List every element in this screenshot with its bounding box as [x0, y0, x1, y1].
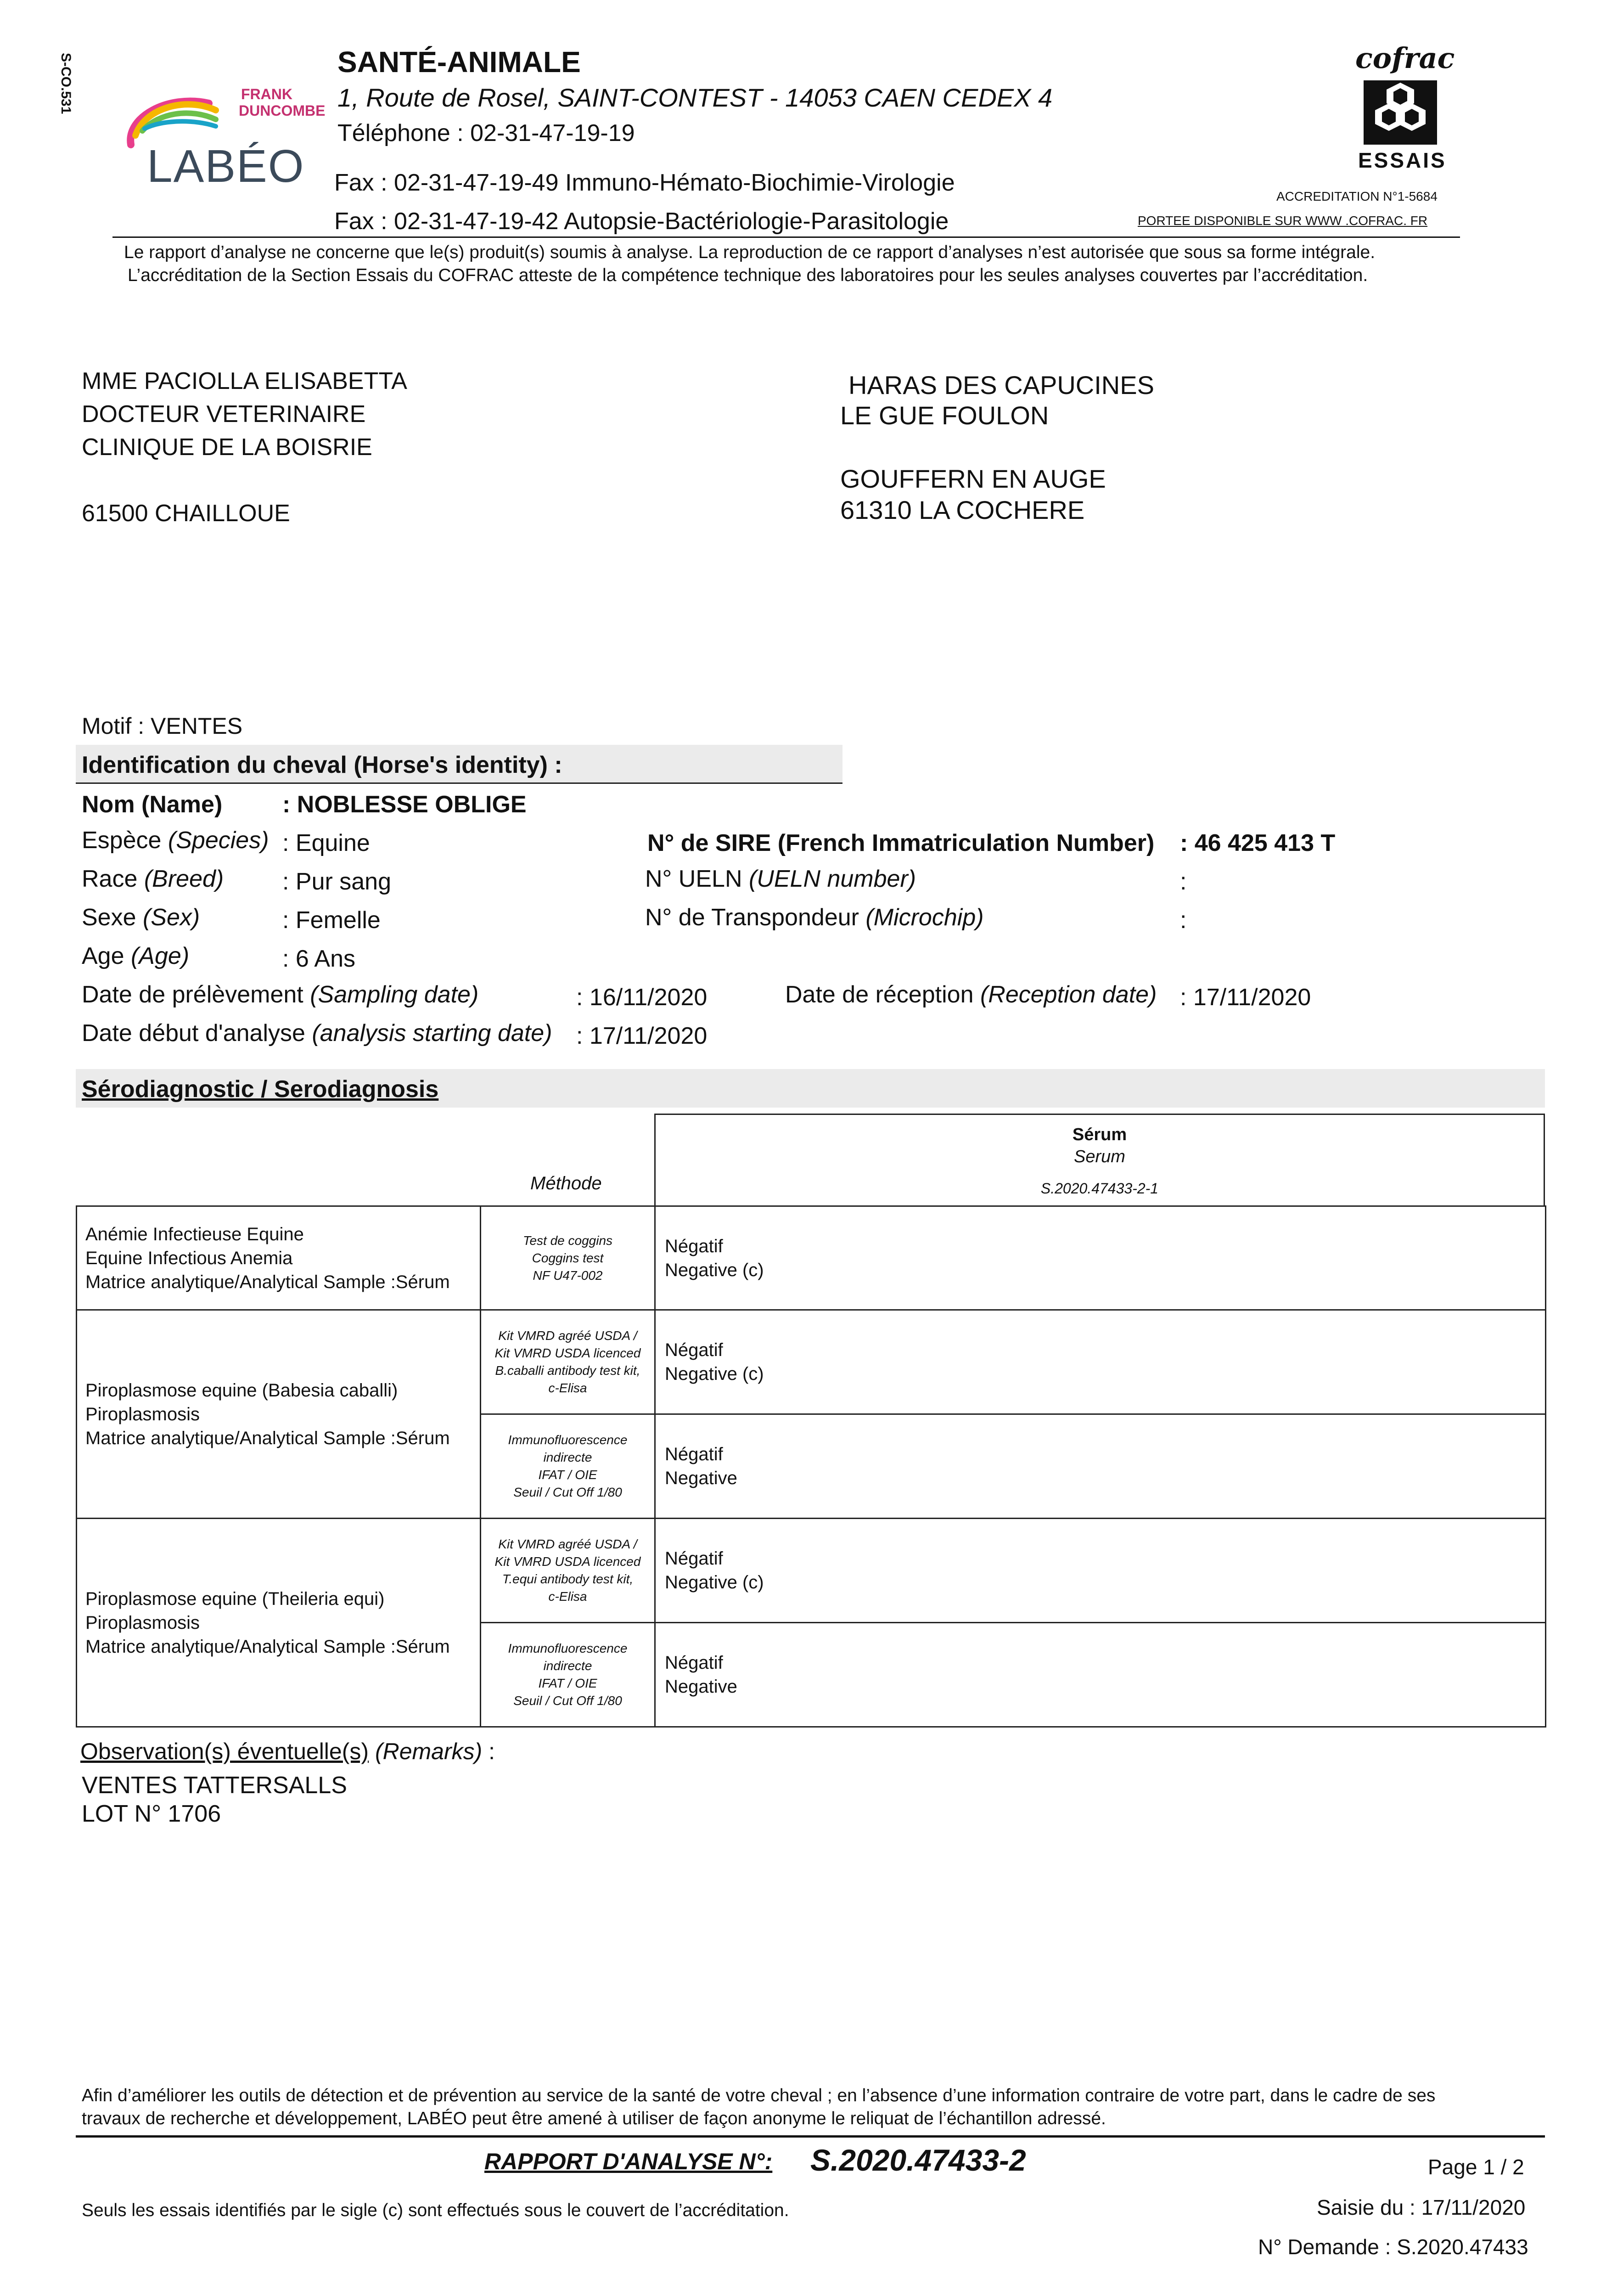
owner-line: GOUFFERN EN AUGE [840, 464, 1106, 493]
disclaimer-line-2: L’accréditation de la Section Essais du COFRAC atteste de la compétence technique des laboratoires pour les seules analyses couvertes par l’accréditation. [128, 265, 1368, 285]
owner-line: 61310 LA COCHERE [840, 495, 1085, 524]
race-label-fr: Race [82, 866, 138, 892]
method-line: Kit VMRD agréé USDA / [498, 1537, 637, 1551]
method-line: T.equi antibody test kit, [502, 1572, 634, 1586]
analysis-name-en: Piroplasmosis [85, 1612, 200, 1633]
race-value: : Pur sang [282, 868, 392, 895]
portee-link[interactable]: PORTEE DISPONIBLE SUR WWW .COFRAC. FR [1138, 214, 1428, 228]
sire-label: N° de SIRE (French Immatriculation Number) [647, 830, 1155, 856]
saisie-date: Saisie du : 17/11/2020 [1317, 2195, 1526, 2219]
result-fr: Négatif [665, 1653, 723, 1673]
sire-value: : 46 425 413 T [1180, 830, 1336, 856]
lab-title: SANTÉ-ANIMALE [337, 45, 581, 79]
method-line: IFAT / OIE [538, 1676, 597, 1690]
sexe-label [82, 904, 200, 931]
sexe-label-fr: Sexe [82, 904, 136, 931]
espece-label-en: (Species) [168, 827, 269, 854]
method-line: Test de coggins [522, 1233, 613, 1248]
age-label-fr: Age [82, 943, 124, 969]
method-line: Kit VMRD USDA licenced [494, 1554, 641, 1569]
accreditation-number: ACCREDITATION N°1-5684 [1276, 189, 1438, 203]
identification-title: Identification du cheval (Horse's identity) : [82, 752, 562, 778]
table-row [77, 1519, 1546, 1623]
accreditation-note: Seuls les essais identifiés par le sigle (c) sont effectués sous le couvert de l’accréditation. [82, 2200, 789, 2220]
motif: Motif : VENTES [82, 713, 243, 739]
cofrac-essais: ESSAIS [1358, 148, 1447, 172]
logo-labeo: LABÉO [147, 141, 305, 192]
result-en: Negative [665, 1468, 737, 1488]
remark-line: LOT N° 1706 [82, 1801, 221, 1827]
result-fr: Négatif [665, 1340, 723, 1360]
method-line: indirecte [543, 1659, 592, 1673]
result-en: Negative (c) [665, 1260, 764, 1280]
rapport-number: S.2020.47433-2 [810, 2143, 1026, 2177]
prelevement-label-en: (Sampling date) [310, 981, 479, 1008]
espece-label [82, 827, 269, 854]
method-line: Immunofluorescence [508, 1641, 628, 1655]
cofrac-brand: cofrac [1355, 41, 1455, 75]
methode-header: Méthode [530, 1173, 602, 1193]
age-label-en: (Age) [130, 943, 190, 969]
footer-divider [76, 2135, 1545, 2138]
lab-fax-autopsie: Fax : 02-31-47-19-42 Autopsie-Bactériologie-Parasitologie [334, 208, 949, 235]
method-line: c-Elisa [548, 1589, 587, 1604]
demande-number: N° Demande : S.2020.47433 [1258, 2235, 1528, 2259]
remark-line: VENTES TATTERSALLS [82, 1772, 347, 1799]
method-cell [481, 1519, 655, 1623]
analysis-cell [77, 1310, 481, 1519]
page-number: Page 1 / 2 [1428, 2155, 1524, 2179]
analysis-name-fr: Piroplasmose equine (Theileria equi) [85, 1588, 385, 1609]
debut-analyse-label [82, 1019, 552, 1047]
method-cell [481, 1414, 655, 1519]
result-en: Negative (c) [665, 1572, 764, 1593]
result-cell [655, 1623, 1546, 1727]
analysis-name-fr: Piroplasmose equine (Babesia caballi) [85, 1380, 398, 1401]
analysis-matrix: Matrice analytique/Analytical Sample :Sérum [85, 1272, 450, 1292]
logo-frank: FRANK [241, 86, 292, 102]
prelevement-value: : 16/11/2020 [576, 984, 708, 1011]
remarks-colon: : [489, 1739, 495, 1764]
method-cell [481, 1310, 655, 1414]
race-label-en: (Breed) [144, 866, 224, 892]
result-cell [655, 1206, 1546, 1310]
serum-header-en: Serum [1074, 1147, 1125, 1166]
serum-header-fr: Sérum [1072, 1125, 1127, 1144]
remarks-label-en: (Remarks) [375, 1739, 483, 1764]
result-cell [655, 1310, 1546, 1414]
prelevement-label [82, 981, 478, 1008]
analysis-name-en: Equine Infectious Anemia [85, 1248, 293, 1268]
debut-analyse-value: : 17/11/2020 [576, 1023, 708, 1049]
result-cell [655, 1414, 1546, 1519]
table-row [77, 1206, 1546, 1310]
lab-fax-immuno: Fax : 02-31-47-19-49 Immuno-Hémato-Biochimie-Virologie [334, 169, 955, 196]
method-line: Immunofluorescence [508, 1433, 628, 1447]
footer-note-line-1: Afin d’améliorer les outils de détection et de prévention au service de la santé de votre cheval ; en l’absence d’une information contraire de votre part, dans le cadre de ses [82, 2086, 1436, 2105]
transpondeur-label-en: (Microchip) [865, 904, 984, 931]
race-label [82, 865, 224, 893]
result-en: Negative (c) [665, 1364, 764, 1384]
ueln-value: : [1180, 868, 1187, 895]
sample-id: S.2020.47433-2-1 [1040, 1180, 1159, 1197]
ueln-label-fr: N° UELN [645, 866, 742, 892]
reception-value: : 17/11/2020 [1180, 984, 1311, 1011]
serodiagnostic-title: Sérodiagnostic / Serodiagnosis [82, 1076, 439, 1103]
footer-note-line-2: travaux de recherche et développement, LABÉO peut être amené à utiliser de façon anonyme le reliquat de l’échantillon adressé. [82, 2109, 1106, 2128]
table-row [77, 1310, 1546, 1414]
nom-value: : NOBLESSE OBLIGE [282, 791, 527, 818]
document-code: S-CO.531 [58, 53, 73, 114]
analysis-name-en: Piroplasmosis [85, 1404, 200, 1424]
sexe-value: : Femelle [282, 907, 381, 934]
analysis-matrix: Matrice analytique/Analytical Sample :Sérum [85, 1428, 450, 1448]
method-line: Seuil / Cut Off 1/80 [513, 1485, 622, 1499]
recipient-line: 61500 CHAILLOUE [82, 500, 290, 527]
method-line: Coggins test [532, 1250, 604, 1265]
method-line: Kit VMRD USDA licenced [494, 1346, 641, 1360]
method-line: c-Elisa [548, 1381, 587, 1395]
result-fr: Négatif [665, 1236, 723, 1256]
cofrac-logo [1354, 41, 1455, 174]
identification-divider [76, 782, 842, 784]
method-line: Kit VMRD agréé USDA / [498, 1328, 637, 1343]
remarks-label-fr: Observation(s) éventuelle(s) [80, 1739, 369, 1764]
analysis-name-fr: Anémie Infectieuse Equine [85, 1224, 304, 1244]
method-cell [481, 1206, 655, 1310]
transpondeur-label [645, 904, 984, 931]
nom-label: Nom (Name) [82, 791, 223, 818]
debut-analyse-label-fr: Date début d'analyse [82, 1020, 305, 1047]
result-en: Negative [665, 1677, 737, 1697]
owner-line: LE GUE FOULON [840, 401, 1049, 430]
reception-label [785, 981, 1157, 1008]
analysis-cell [77, 1206, 481, 1310]
result-fr: Négatif [665, 1444, 723, 1464]
owner-line: HARAS DES CAPUCINES [848, 371, 1154, 400]
method-line: NF U47-002 [533, 1268, 603, 1283]
method-line: indirecte [543, 1450, 592, 1464]
lab-address: 1, Route de Rosel, SAINT-CONTEST - 14053 CAEN CEDEX 4 [337, 83, 1053, 112]
header-divider [112, 236, 1460, 238]
serum-header-cell [654, 1114, 1545, 1205]
result-fr: Négatif [665, 1548, 723, 1569]
age-label [82, 942, 189, 970]
analysis-cell [77, 1519, 481, 1727]
rapport-label: RAPPORT D'ANALYSE N°: [484, 2149, 773, 2174]
remarks-label [80, 1738, 495, 1765]
method-line: IFAT / OIE [538, 1468, 597, 1482]
debut-analyse-label-en: (analysis starting date) [312, 1020, 552, 1047]
labeo-logo [117, 76, 328, 200]
results-table [76, 1205, 1546, 1728]
prelevement-label-fr: Date de prélèvement [82, 981, 303, 1008]
reception-label-en: (Reception date) [980, 981, 1157, 1008]
recipient-line: CLINIQUE DE LA BOISRIE [82, 434, 372, 461]
method-line: Seuil / Cut Off 1/80 [513, 1694, 622, 1708]
method-line: B.caballi antibody test kit, [495, 1363, 640, 1378]
disclaimer-line-1: Le rapport d’analyse ne concerne que le(s) produit(s) soumis à analyse. La reproduction de ce rapport d’analyses n’est autorisée que sous sa forme intégrale. [124, 242, 1376, 262]
lab-phone: Téléphone : 02-31-47-19-19 [337, 120, 635, 146]
espece-label-fr: Espèce [82, 827, 162, 854]
result-cell [655, 1519, 1546, 1623]
transpondeur-value: : [1180, 907, 1187, 934]
recipient-line: DOCTEUR VETERINAIRE [82, 401, 366, 428]
espece-value: : Equine [282, 830, 370, 856]
age-value: : 6 Ans [282, 945, 355, 972]
ueln-label-en: (UELN number) [748, 866, 916, 892]
analysis-matrix: Matrice analytique/Analytical Sample :Sérum [85, 1636, 450, 1657]
ueln-label [645, 865, 916, 893]
method-cell [481, 1623, 655, 1727]
sexe-label-en: (Sex) [142, 904, 200, 931]
recipient-line: MME PACIOLLA ELISABETTA [82, 368, 407, 394]
logo-duncombe: DUNCOMBE [239, 102, 326, 119]
cofrac-essais-icon [1361, 78, 1439, 147]
transpondeur-label-fr: N° de Transpondeur [645, 904, 859, 931]
reception-label-fr: Date de réception [785, 981, 974, 1008]
